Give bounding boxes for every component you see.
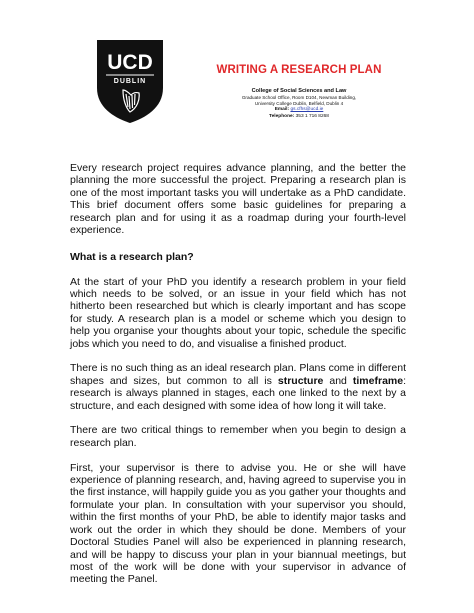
phone-line (214, 114, 384, 121)
phone-label: Telephone: (269, 113, 295, 119)
paragraph-4: First, your supervisor is there to advise you. He or she will have experience of planning research, and, having agreed to supervise you in the first instance, will happily guide you as you gather your thoughts and formulate your plan. In consultation with your supervisor you should, within the first months of your PhD, be able to identify major tasks and work out the order in which they should be done. Members of your Doctoral Studies Panel will also be experienced in planning research, and will be happy to discuss your plan in your biannual meetings, but most of the work will be done with your supervisor in advance of meeting the Panel. (70, 461, 406, 586)
department-name: College of Social Sciences and Law (251, 88, 347, 94)
document-body (70, 162, 406, 598)
paragraph-2 (70, 362, 406, 412)
email-label: Email: (274, 107, 290, 112)
email-link[interactable]: gs.cfhs@ucd.ie (290, 107, 324, 112)
paragraph-2-text-a: There is no such thing as an ideal research plan. Plans come in different shapes and sizes, but common to all is (70, 362, 406, 387)
logo-subtext: DUBLIN (113, 78, 147, 85)
paragraph-2-and: and (323, 374, 353, 387)
document-header (214, 64, 384, 120)
section-heading: What is a research plan? (70, 250, 194, 263)
paragraph-3: There are two critical things to remember when you begin to design a research plan. (70, 424, 406, 449)
address-line-1: Graduate School Office, Room D104, Newman Building, (241, 95, 357, 100)
ucd-crest-harp-icon (95, 38, 165, 124)
ucd-logo (95, 38, 165, 124)
bold-timeframe: timeframe (352, 374, 404, 387)
logo-wordmark: UCD (107, 51, 153, 74)
address-line-2: University College Dublin, Belfield, Dublin 4 (254, 101, 344, 106)
bold-structure: structure (277, 374, 324, 387)
document-title: WRITING A RESEARCH PLAN (216, 64, 382, 76)
intro-paragraph: Every research project requires advance planning, and the better the planning the more successful the project. Preparing a research plan is one of the most important tasks you will undertake as a PhD candidate. This brief document offers some basic guidelines for preparing a research plan and for using it as a roadmap during your fourth-level experience. (70, 162, 406, 237)
phone-value: 353 1 716 8268 (295, 113, 329, 119)
paragraph-1: At the start of your PhD you identify a research problem in your field which needs to be solved, or an issue in your field which has not hitherto been researched but which is clearly important and has scope for study. A research plan is a model or scheme which you design to help you organise your thoughts about your topic, schedule the specific jobs which you need to do, and visualise a finished product. (70, 275, 406, 350)
paragraph-2-text-b: : research is always planned in stages, each one linked to the next by a structure, and each designed with some idea of how long it will take. (70, 374, 407, 412)
